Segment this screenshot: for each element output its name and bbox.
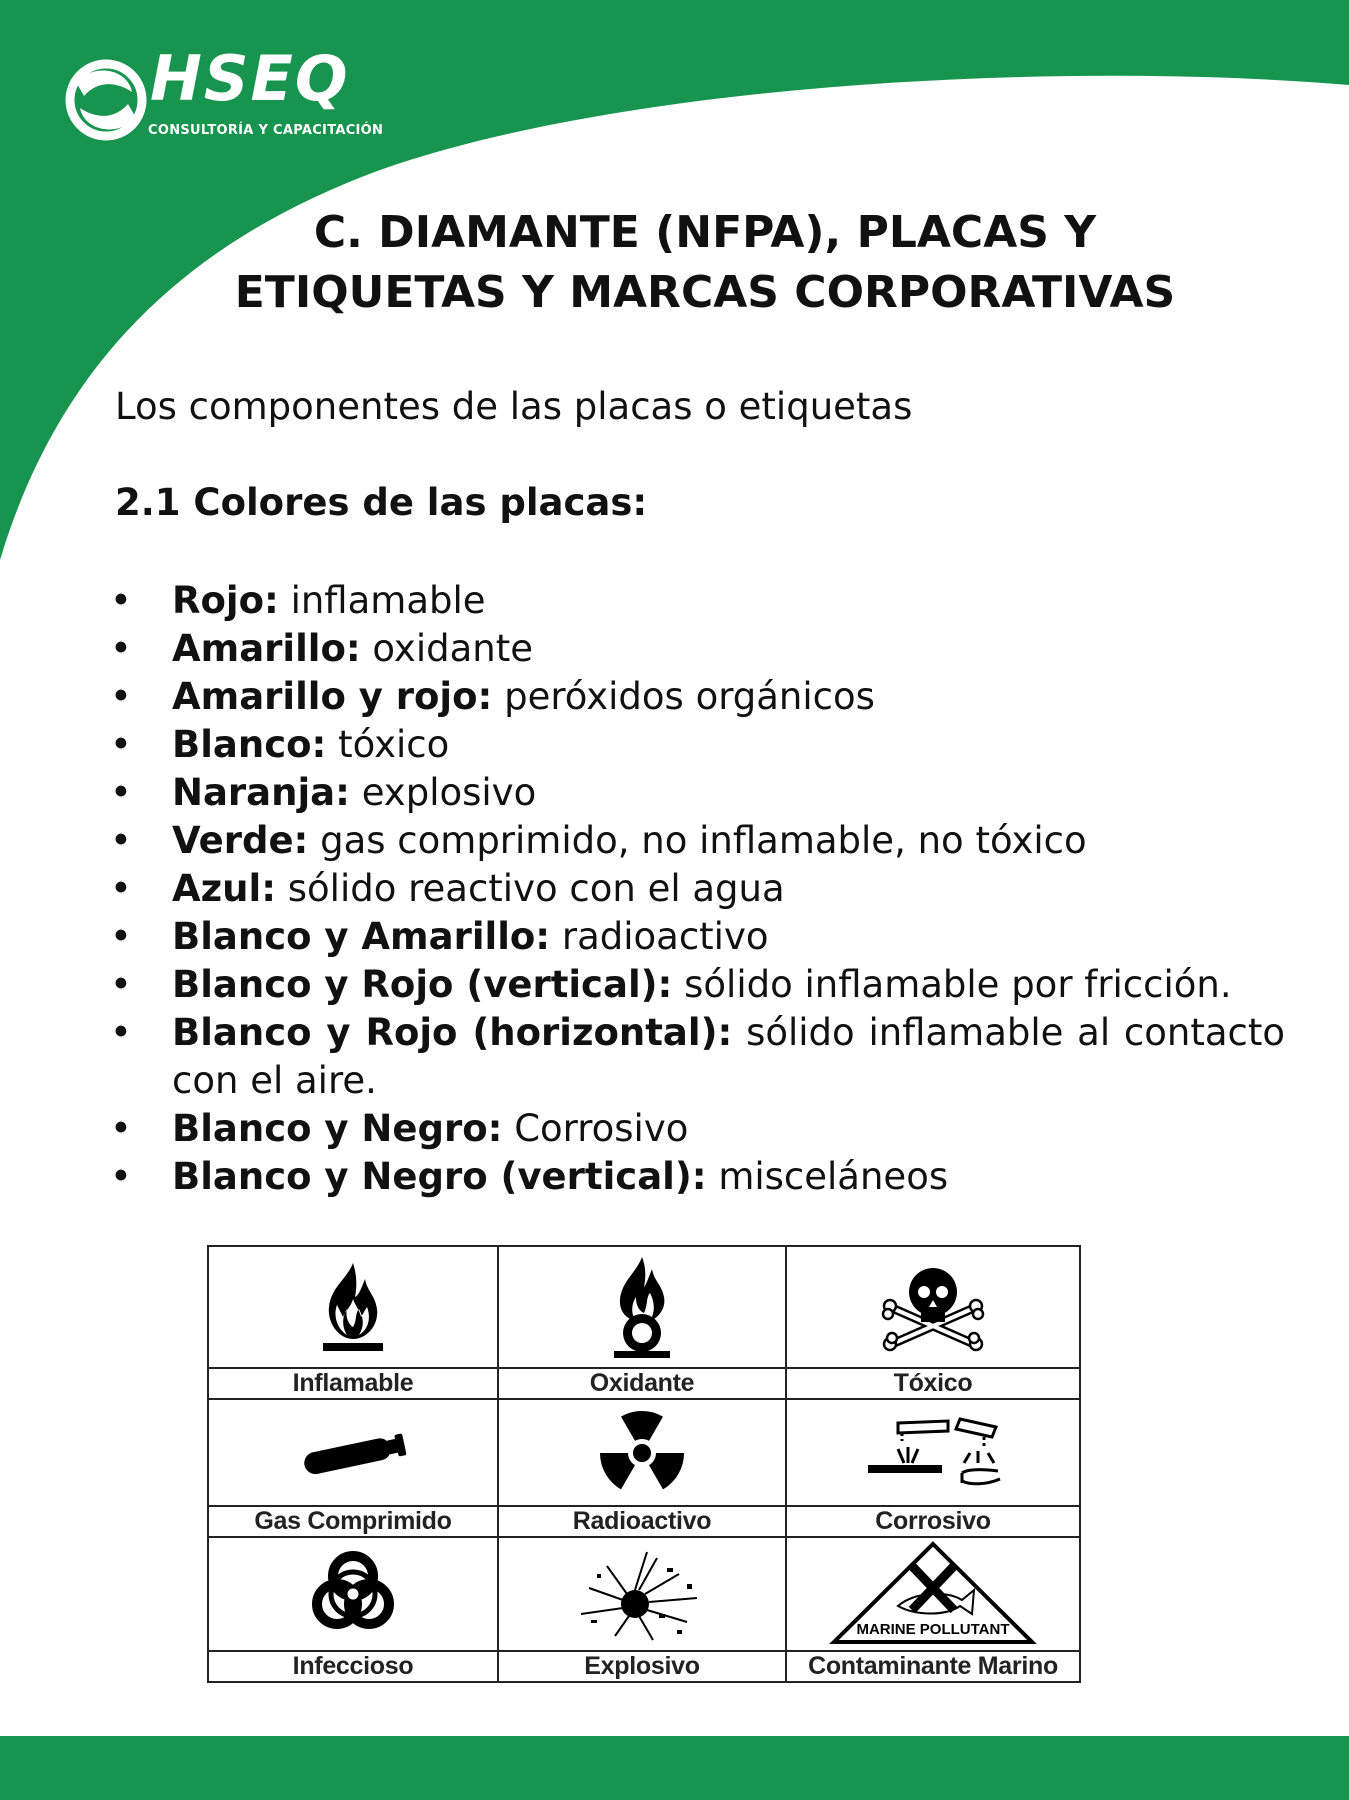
list-item xyxy=(110,865,1285,913)
table-cell xyxy=(786,1246,1080,1368)
item-term: Blanco y Rojo (horizontal): xyxy=(172,1011,733,1054)
bullet-icon: • xyxy=(110,915,132,958)
table-row xyxy=(208,1399,1080,1506)
hazard-label: Contaminante Marino xyxy=(786,1651,1080,1682)
list-item xyxy=(110,913,1285,961)
item-desc: sólido reactivo con el agua xyxy=(276,867,785,910)
hazard-label: Inflamable xyxy=(208,1368,498,1399)
bullet-icon: • xyxy=(110,963,132,1006)
radiation-trefoil-icon xyxy=(594,1405,690,1501)
hseq-logo xyxy=(62,42,402,152)
bullet-icon: • xyxy=(110,627,132,670)
list-item xyxy=(110,673,1285,721)
table-cell xyxy=(498,1537,786,1651)
table-cell xyxy=(208,1399,498,1506)
intro-text: Los componentes de las placas o etiquetas xyxy=(115,385,913,428)
item-term: Blanco y Negro: xyxy=(172,1107,503,1150)
hazard-symbols-table xyxy=(207,1245,1081,1683)
list-item xyxy=(110,817,1285,865)
bullet-icon: • xyxy=(110,819,132,862)
item-term: Verde: xyxy=(172,819,309,862)
item-desc: Corrosivo xyxy=(502,1107,689,1150)
table-row xyxy=(208,1506,1080,1537)
item-term: Azul: xyxy=(172,867,276,910)
table-row xyxy=(208,1651,1080,1682)
item-desc: oxidante xyxy=(360,627,533,670)
item-term: Naranja: xyxy=(172,771,350,814)
table-row xyxy=(208,1368,1080,1399)
color-list xyxy=(110,577,1285,1201)
item-desc: radioactivo xyxy=(550,915,769,958)
table-cell xyxy=(208,1246,498,1368)
item-term: Amarillo: xyxy=(172,627,361,670)
list-item xyxy=(110,769,1285,817)
flame-over-circle-icon xyxy=(602,1255,682,1359)
flame-icon xyxy=(313,1259,393,1355)
table-cell xyxy=(498,1246,786,1368)
list-item xyxy=(110,721,1285,769)
bullet-icon: • xyxy=(110,867,132,910)
list-item xyxy=(110,961,1285,1009)
table-cell xyxy=(498,1399,786,1506)
list-item xyxy=(110,625,1285,673)
bullet-icon: • xyxy=(110,675,132,718)
hazard-label: Radioactivo xyxy=(498,1506,786,1537)
hazard-label: Tóxico xyxy=(786,1368,1080,1399)
bullet-icon: • xyxy=(110,579,132,622)
table-row xyxy=(208,1246,1080,1368)
item-term: Blanco y Amarillo: xyxy=(172,915,551,958)
hazard-label: Oxidante xyxy=(498,1368,786,1399)
item-term: Blanco y Rojo (vertical): xyxy=(172,963,673,1006)
skull-crossbones-icon xyxy=(878,1262,988,1352)
item-term: Rojo: xyxy=(172,579,279,622)
bullet-icon: • xyxy=(110,1155,132,1198)
item-term: Blanco y Negro (vertical): xyxy=(172,1155,707,1198)
hazard-label: Gas Comprimido xyxy=(208,1506,498,1537)
marine-pollutant-sign-text: MARINE POLLUTANT xyxy=(856,1621,1010,1638)
item-term: Blanco: xyxy=(172,723,327,766)
item-desc: misceláneos xyxy=(706,1155,949,1198)
table-cell xyxy=(786,1399,1080,1506)
item-desc: inflamable xyxy=(278,579,486,622)
bullet-icon: • xyxy=(110,771,132,814)
hazard-label: Infeccioso xyxy=(208,1651,498,1682)
item-desc: tóxico xyxy=(326,723,450,766)
page-title xyxy=(200,203,1210,323)
footer-bar xyxy=(0,1736,1349,1800)
swirl-logo-icon xyxy=(62,52,152,147)
hazard-label: Corrosivo xyxy=(786,1506,1080,1537)
item-desc: sólido inflamable al contacto con el aire. xyxy=(172,1011,1285,1102)
list-item xyxy=(110,577,1285,625)
list-item xyxy=(110,1153,1285,1201)
hazard-label: Explosivo xyxy=(498,1651,786,1682)
bullet-icon: • xyxy=(110,1011,132,1054)
table-cell xyxy=(208,1537,498,1651)
table-row xyxy=(208,1537,1080,1651)
item-desc: peróxidos orgánicos xyxy=(492,675,875,718)
section-subheading: 2.1 Colores de las placas: xyxy=(115,481,648,524)
biohazard-icon xyxy=(298,1542,408,1646)
exploding-bomb-icon xyxy=(567,1544,717,1644)
table-cell xyxy=(786,1537,1080,1651)
item-desc: gas comprimido, no inflamable, no tóxico xyxy=(308,819,1087,862)
corrosion-icon xyxy=(858,1413,1008,1493)
logo-tagline: CONSULTORÍA Y CAPACITACIÓN xyxy=(148,123,384,138)
gas-cylinder-icon xyxy=(293,1418,413,1488)
item-desc: sólido inflamable por fricción. xyxy=(672,963,1232,1006)
title-line-2: ETIQUETAS Y MARCAS CORPORATIVAS xyxy=(234,267,1176,318)
list-item xyxy=(110,1105,1285,1153)
list-item xyxy=(110,1009,1285,1105)
logo-wordmark: HSEQ xyxy=(150,42,350,115)
bullet-icon: • xyxy=(110,1107,132,1150)
item-term: Amarillo y rojo: xyxy=(172,675,493,718)
bullet-icon: • xyxy=(110,723,132,766)
title-line-1: C. DIAMANTE (NFPA), PLACAS Y xyxy=(313,207,1097,258)
item-desc: explosivo xyxy=(349,771,537,814)
marine-pollutant-icon xyxy=(828,1540,1038,1648)
